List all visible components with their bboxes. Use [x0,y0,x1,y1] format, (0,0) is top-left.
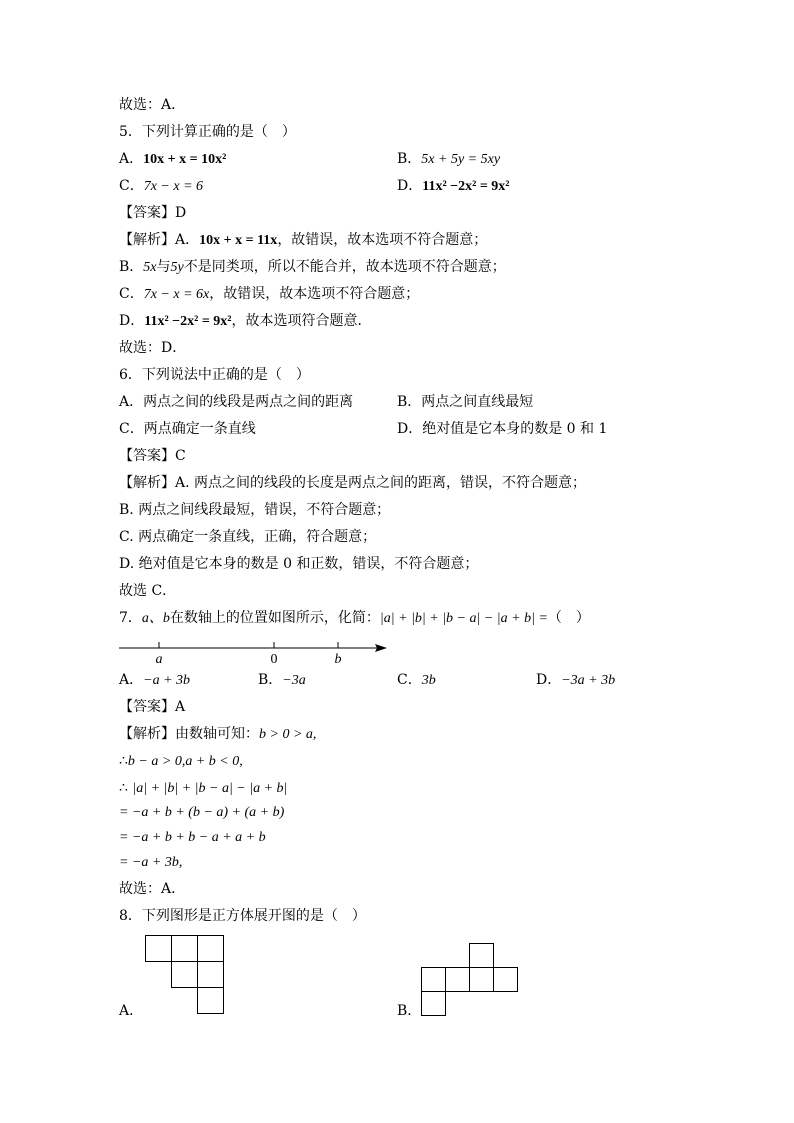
q6-analysis-b: B. 两点之间线段最短，错误，不符合题意； [119,502,391,518]
q7-option-c: C．3b [397,672,436,688]
net-a-square [146,936,172,962]
q7-option-d: D．−3a + 3b [536,672,616,688]
q5-analysis-d: D．11x² −2x² = 9x²，故本选项符合题意． [119,313,372,329]
q7-analysis-1: 【解析】由数轴可知：b > 0 > a, [119,726,317,742]
q7-analysis-6: = −a + 3b, [119,855,183,870]
q5-stem: 5．下列计算正确的是（ ） [119,124,296,140]
net-a-square [198,988,224,1014]
net-b-square [470,968,494,992]
q5-analysis-a: 【解析】A．10x + x = 11x，故错误，故本选项不符合题意； [119,232,488,248]
q7-analysis-3: ∴ |a| + |b| + |b − a| − |a + b| [119,780,288,796]
q7-option-a: A．−a + 3b [119,672,191,688]
q5-option-d: D．11x² −2x² = 9x² [397,178,510,194]
q6-conclusion: 故选 C． [119,583,177,599]
cube-net-b [415,938,525,1020]
q7-analysis-2: ∴b − a > 0,a + b < 0, [119,753,243,769]
q6-option-d: D．绝对值是它本身的数是 0 和 1 [397,421,608,437]
net-b-square [422,992,446,1016]
q8-figure-b-label: B． [397,1003,422,1019]
q5-answer: 【答案】D [119,205,187,221]
q6-option-c: C．两点确定一条直线 [119,421,256,437]
q5-option-a: A．10x + x = 10x² [119,151,227,167]
q6-option-b: B．两点之间直线最短 [397,394,534,410]
number-line [115,636,395,668]
q5-option-b: B．5x + 5y = 5xy [397,151,501,167]
q7-analysis-4: = −a + b + (b − a) + (a + b) [119,805,285,820]
q7-stem: 7．a、b在数轴上的位置如图所示，化简：|a| + |b| + |b − a| − |a + b| =（ ） [119,610,590,626]
net-a-square [198,936,224,962]
net-a-square [172,962,198,988]
q6-analysis-a: 【解析】A. 两点之间的线段的长度是两点之间的距离，错误，不符合题意； [119,475,587,491]
net-b-square [470,944,494,968]
q5-analysis-b: B．5x与5y不是同类项，所以不能合并，故本选项不符合题意； [119,259,506,275]
q7-answer: 【答案】A [119,699,186,715]
q6-stem: 6．下列说法中正确的是（ ） [119,367,310,383]
tick-label-a: a [155,652,163,667]
net-b-square [422,968,446,992]
q5-analysis-c: C．7x − x = 6x，故错误，故本选项不符合题意； [119,286,420,302]
tick-label-b: b [334,652,342,667]
q8-figure-a-label: A． [119,1003,144,1019]
q6-analysis-c: C. 两点确定一条直线，正确，符合题意； [119,529,377,545]
q6-answer: 【答案】C [119,448,186,464]
q5-conclusion: 故选：D． [119,340,187,356]
q6-analysis-d: D. 绝对值是它本身的数是 0 和正数，错误，不符合题意； [119,556,479,572]
net-a-square [172,936,198,962]
q5-option-c: C．7x − x = 6 [119,178,204,194]
q7-option-b: B．−3a [258,672,306,688]
net-a-square [198,962,224,988]
cube-net-a [140,930,230,1020]
tick-label-0: 0 [270,652,278,667]
q7-analysis-5: = −a + b + b − a + a + b [119,830,266,845]
q7-conclusion: 故选：A． [119,881,186,897]
q8-stem: 8．下列图形是正方体展开图的是（ ） [119,908,366,924]
net-b-square [446,968,470,992]
q6-option-a: A．两点之间的线段是两点之间的距离 [119,394,354,410]
net-b-square [494,968,518,992]
q4-conclusion: 故选：A． [119,97,186,113]
